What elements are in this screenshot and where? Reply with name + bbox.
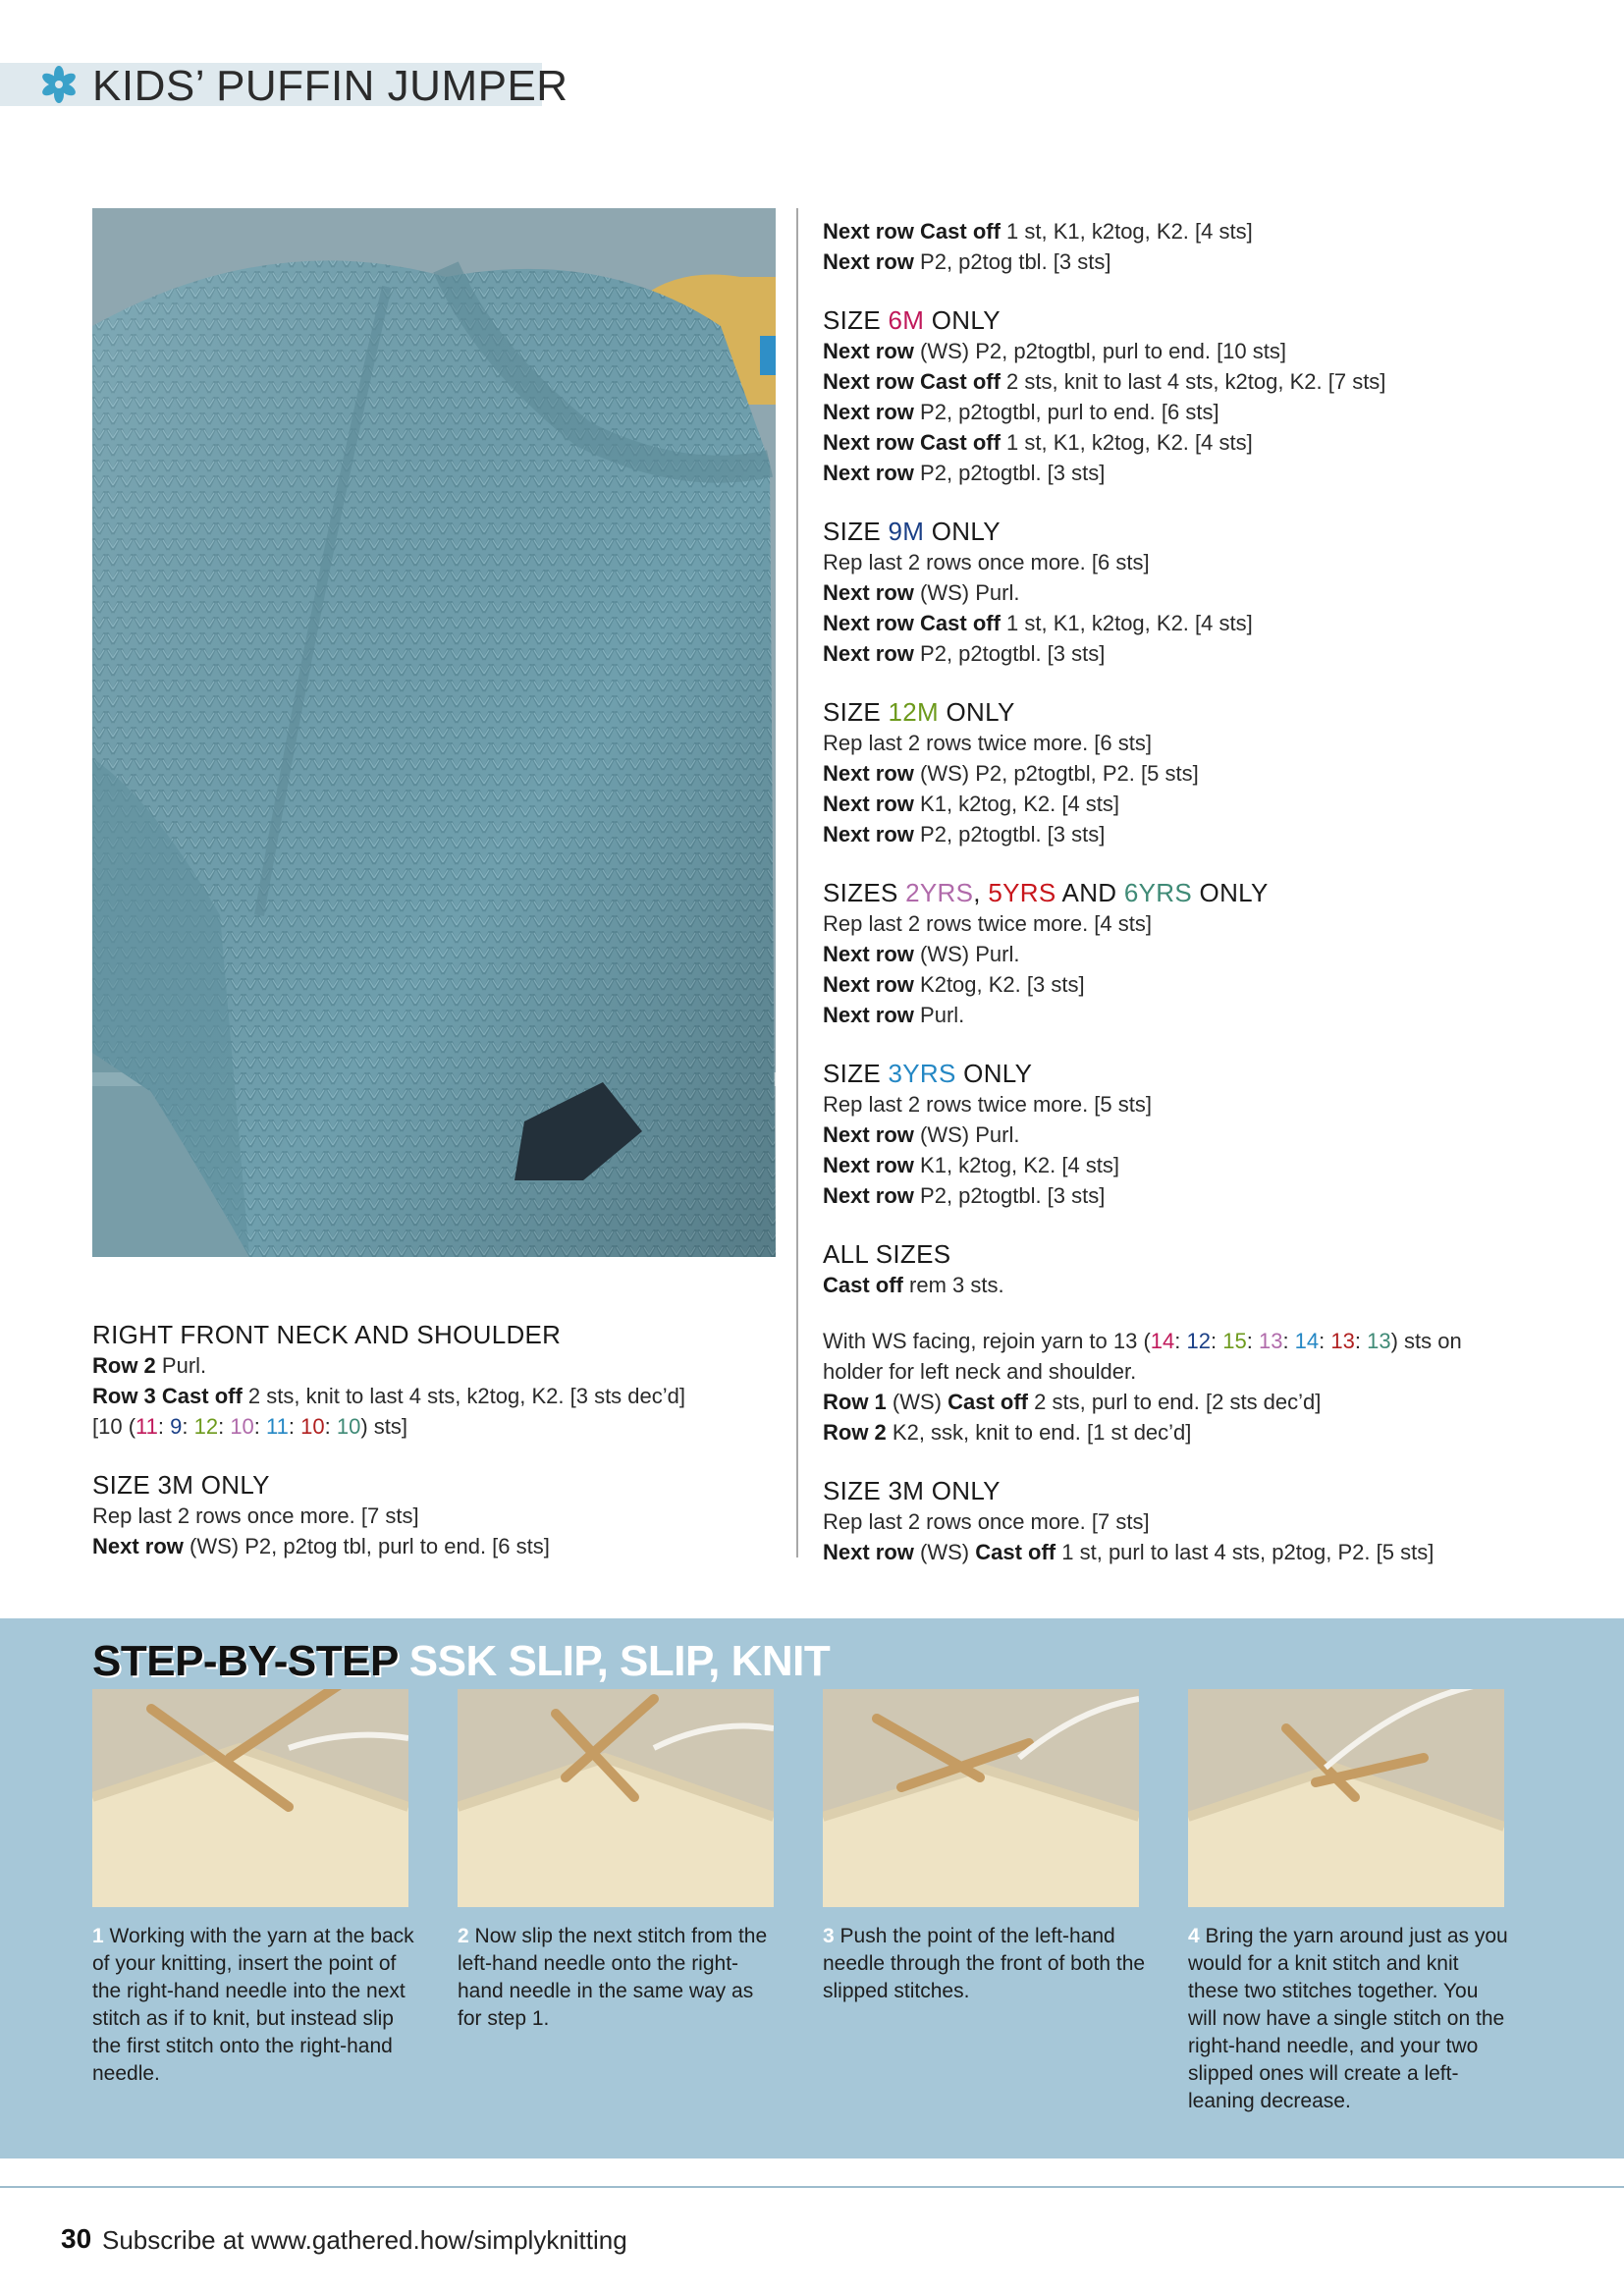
text-run: 9	[170, 1414, 183, 1439]
row-label: Next row	[823, 400, 914, 424]
row-label: Next row	[823, 942, 914, 966]
pattern-line	[823, 608, 1598, 638]
text-run: SIZE	[823, 305, 889, 335]
text-run: (WS) Purl.	[913, 942, 1020, 966]
pattern-line	[823, 458, 1598, 488]
row-label: Next row	[823, 761, 914, 786]
paragraph-gap	[823, 1030, 1598, 1059]
text-run: rem 3 sts.	[902, 1273, 1004, 1297]
step-number: 1	[92, 1925, 104, 1947]
page-title: KIDS’ PUFFIN JUMPER	[92, 62, 568, 110]
text-run: SIZES	[823, 878, 906, 907]
footer-rule	[0, 2186, 1624, 2188]
section-heading	[823, 1476, 1598, 1506]
text-run: 12	[193, 1414, 219, 1439]
text-run: :	[253, 1414, 267, 1439]
text-run: K1, k2tog, K2. [4 sts]	[913, 1153, 1120, 1177]
pattern-line	[823, 1387, 1598, 1417]
text-run: Rep last 2 rows once more. [7 sts]	[823, 1509, 1150, 1534]
row-label: Row 3 Cast off	[92, 1384, 243, 1408]
section-heading	[823, 305, 1598, 336]
pattern-line	[823, 1120, 1598, 1150]
row-label: Next row Cast off	[823, 219, 1001, 244]
text-run: Rep last 2 rows once more. [6 sts]	[823, 550, 1150, 574]
text-run: Rep last 2 rows twice more. [6 sts]	[823, 731, 1152, 755]
step-4-caption	[1188, 1923, 1508, 2115]
text-run: 1 st, purl to last 4 sts, p2tog, P2. [5 sts]	[1056, 1540, 1435, 1564]
text-run: :	[1354, 1329, 1368, 1353]
text-run: SIZE	[823, 697, 889, 727]
pattern-column-right-top	[823, 216, 1598, 1300]
section-heading	[823, 697, 1598, 728]
pattern-line	[823, 1506, 1598, 1537]
text-run: 1 st, K1, k2tog, K2. [4 sts]	[1000, 611, 1253, 635]
pattern-line	[92, 1531, 770, 1561]
text-run: ALL SIZES	[823, 1239, 951, 1269]
step-number: 2	[458, 1925, 469, 1947]
step-number: 3	[823, 1925, 835, 1947]
step-4-photo	[1188, 1689, 1504, 1907]
row-label: Next row	[823, 580, 914, 605]
text-run: 14	[1150, 1329, 1175, 1353]
paragraph-gap	[823, 1448, 1598, 1476]
text-run: (WS) P2, p2tog tbl, purl to end. [6 sts]	[183, 1534, 550, 1558]
text-run: ) sts]	[360, 1414, 407, 1439]
text-run: 11	[135, 1414, 158, 1439]
text-run: :	[1211, 1329, 1223, 1353]
text-run: :	[1282, 1329, 1295, 1353]
pattern-line	[823, 638, 1598, 669]
text-run: ,	[973, 878, 989, 907]
text-run: RIGHT FRONT NECK AND SHOULDER	[92, 1320, 562, 1349]
pattern-line	[823, 939, 1598, 969]
step-text: Now slip the next stitch from the left-hand needle onto the right-hand needle in the same way as for step 1.	[458, 1925, 768, 2030]
text-run: Purl.	[913, 1003, 965, 1027]
pattern-line	[823, 1150, 1598, 1180]
text-run: 11	[266, 1414, 289, 1439]
text-run: :	[157, 1414, 171, 1439]
text-run: K1, k2tog, K2. [4 sts]	[913, 792, 1120, 816]
step-number: 4	[1188, 1925, 1200, 1947]
row-label: Next row	[823, 1003, 914, 1027]
pattern-line	[823, 1000, 1598, 1030]
pattern-line	[92, 1411, 770, 1442]
text-run: K2, ssk, knit to end. [1 st dec’d]	[886, 1420, 1192, 1445]
flower-icon	[39, 65, 79, 104]
pattern-line	[823, 397, 1598, 427]
text-run: ONLY	[939, 697, 1015, 727]
row-label: Next row Cast off	[823, 369, 1001, 394]
step-text: Push the point of the left-hand needle through the front of both the slipped stitches.	[823, 1925, 1146, 2002]
pattern-line	[823, 246, 1598, 277]
pattern-line	[823, 216, 1598, 246]
section-heading	[92, 1470, 770, 1501]
text-run: 12	[1186, 1329, 1211, 1353]
text-run: 5YRS	[988, 878, 1056, 907]
text-run: :	[324, 1414, 337, 1439]
text-run: 6YRS	[1123, 878, 1193, 907]
column-divider	[796, 208, 798, 1557]
text-run: Rep last 2 rows once more. [7 sts]	[92, 1503, 419, 1528]
text-run: 13	[1330, 1329, 1355, 1353]
step-3-photo	[823, 1689, 1139, 1907]
row-label: Row 2	[823, 1420, 887, 1445]
text-run: (WS) P2, p2togtbl, P2. [5 sts]	[913, 761, 1199, 786]
section-heading	[823, 517, 1598, 547]
row-label: Next row	[823, 822, 914, 847]
pattern-line	[823, 969, 1598, 1000]
pattern-line	[823, 1270, 1598, 1300]
row-label: Cast off	[975, 1540, 1056, 1564]
text-run: P2, p2togtbl, purl to end. [6 sts]	[913, 400, 1219, 424]
section-heading	[823, 878, 1598, 908]
pattern-line	[823, 908, 1598, 939]
text-run: K2tog, K2. [3 sts]	[913, 972, 1085, 997]
step-by-step-title-dark: STEP-BY-STEP	[92, 1637, 399, 1685]
text-run: P2, p2togtbl. [3 sts]	[913, 1183, 1106, 1208]
section-heading	[823, 1239, 1598, 1270]
page-number: 30	[61, 2223, 92, 2254]
row-label: Next row	[823, 339, 914, 363]
paragraph-gap	[823, 277, 1598, 305]
text-run: 15	[1222, 1329, 1247, 1353]
row-label: Next row	[823, 1183, 914, 1208]
pattern-line	[823, 336, 1598, 366]
text-run: 10	[230, 1414, 254, 1439]
text-run: 1 st, K1, k2tog, K2. [4 sts]	[1000, 430, 1253, 455]
row-label: Next row	[92, 1534, 184, 1558]
text-run: 1 st, K1, k2tog, K2. [4 sts]	[1000, 219, 1253, 244]
pattern-line	[823, 1180, 1598, 1211]
step-2-caption	[458, 1923, 774, 2033]
pattern-line	[823, 1089, 1598, 1120]
text-run: P2, p2togtbl. [3 sts]	[913, 822, 1106, 847]
text-run: 13	[1258, 1329, 1283, 1353]
text-run: 13	[1367, 1329, 1391, 1353]
row-label: Row 1	[823, 1390, 887, 1414]
pattern-line	[823, 547, 1598, 577]
text-run: ONLY	[1192, 878, 1269, 907]
row-label: Next row	[823, 1540, 914, 1564]
text-run: holder for left neck and shoulder.	[823, 1359, 1137, 1384]
knitted-sweater-photo	[92, 208, 776, 1257]
row-label: Next row	[823, 461, 914, 485]
text-run: :	[1174, 1329, 1187, 1353]
text-run: (WS)	[886, 1390, 948, 1414]
paragraph-gap	[823, 488, 1598, 517]
text-run: :	[182, 1414, 194, 1439]
text-run: (WS) Purl.	[913, 580, 1020, 605]
text-run: 10	[336, 1414, 361, 1439]
text-run: 2YRS	[905, 878, 974, 907]
step-text: Bring the yarn around just as you would for a knit stitch and knit these two stitches together. You will now have a single stitch on the right-hand needle, and your two slipped ones will create a left-leaning decrease.	[1188, 1925, 1508, 2112]
pattern-line	[823, 1326, 1598, 1356]
row-label: Next row	[823, 972, 914, 997]
text-run: SIZE 3M ONLY	[92, 1470, 270, 1500]
paragraph-gap	[823, 669, 1598, 697]
text-run: :	[1319, 1329, 1331, 1353]
step-1-photo	[92, 1689, 408, 1907]
row-label: Next row Cast off	[823, 430, 1001, 455]
text-run: :	[288, 1414, 301, 1439]
pattern-column-left	[92, 1320, 770, 1561]
text-run: ONLY	[955, 1059, 1033, 1088]
pattern-line	[823, 728, 1598, 758]
paragraph-gap	[823, 1211, 1598, 1239]
text-run: [10 (	[92, 1414, 136, 1439]
pattern-column-right-bottom	[823, 1326, 1598, 1567]
subscribe-link[interactable]: Subscribe at www.gathered.how/simplyknitting	[102, 2225, 627, 2255]
pattern-line	[823, 577, 1598, 608]
pattern-line	[823, 427, 1598, 458]
text-run: SIZE	[823, 1059, 889, 1088]
text-run: 2 sts, knit to last 4 sts, k2tog, K2. [3 sts dec’d]	[242, 1384, 686, 1408]
pattern-line	[823, 819, 1598, 849]
text-run: ) sts on	[1390, 1329, 1462, 1353]
text-run: P2, p2togtbl. [3 sts]	[913, 461, 1106, 485]
step-1-caption	[92, 1923, 416, 2088]
row-label: Next row Cast off	[823, 611, 1001, 635]
text-run: Purl.	[155, 1353, 207, 1378]
text-run: (WS) P2, p2togtbl, purl to end. [10 sts]	[913, 339, 1286, 363]
text-run: 2 sts, knit to last 4 sts, k2tog, K2. [7 sts]	[1000, 369, 1386, 394]
text-run: With WS facing, rejoin yarn to 13 (	[823, 1329, 1151, 1353]
section-heading	[92, 1320, 770, 1350]
text-run: (WS)	[913, 1540, 976, 1564]
text-run: ONLY	[924, 305, 1001, 335]
row-label: Cast off	[823, 1273, 903, 1297]
text-run: SIZE 3M ONLY	[823, 1476, 1001, 1505]
step-text: Working with the yarn at the back of your knitting, insert the point of the right-hand needle into the next stitch as if to knit, but instead slip the first stitch onto the right-hand needle.	[92, 1925, 414, 2085]
text-run: 12M	[888, 697, 939, 727]
text-run: (WS) Purl.	[913, 1122, 1020, 1147]
text-run: 3YRS	[888, 1059, 956, 1088]
step-by-step-title-light: SSK SLIP, SLIP, KNIT	[398, 1637, 831, 1685]
text-run: AND	[1056, 878, 1124, 907]
section-heading	[823, 1059, 1598, 1089]
text-run: 2 sts, purl to end. [2 sts dec’d]	[1028, 1390, 1322, 1414]
text-run: :	[1246, 1329, 1259, 1353]
text-run: Rep last 2 rows twice more. [4 sts]	[823, 911, 1152, 936]
pattern-line	[823, 1417, 1598, 1448]
text-run: 10	[300, 1414, 325, 1439]
text-run: ONLY	[924, 517, 1001, 546]
step-3-caption	[823, 1923, 1147, 2005]
row-label: Row 2	[92, 1353, 156, 1378]
text-run: :	[218, 1414, 231, 1439]
pattern-line	[92, 1350, 770, 1381]
row-label: Next row	[823, 1153, 914, 1177]
row-label: Next row	[823, 792, 914, 816]
text-run: 6M	[888, 305, 925, 335]
pattern-line	[823, 758, 1598, 789]
row-label: Next row	[823, 641, 914, 666]
text-run: SIZE	[823, 517, 889, 546]
pattern-line	[92, 1381, 770, 1411]
text-run: 14	[1294, 1329, 1320, 1353]
row-label: Next row	[823, 249, 914, 274]
text-run: Rep last 2 rows twice more. [5 sts]	[823, 1092, 1152, 1117]
text-run: P2, p2togtbl. [3 sts]	[913, 641, 1106, 666]
step-by-step-title	[92, 1634, 830, 1689]
pattern-line	[92, 1501, 770, 1531]
paragraph-gap	[823, 849, 1598, 878]
row-label: Next row	[823, 1122, 914, 1147]
pattern-line	[823, 1356, 1598, 1387]
row-label: Cast off	[947, 1390, 1029, 1414]
text-run: P2, p2tog tbl. [3 sts]	[913, 249, 1111, 274]
paragraph-gap	[92, 1442, 770, 1470]
text-run: 9M	[888, 517, 925, 546]
pattern-line	[823, 366, 1598, 397]
step-2-photo	[458, 1689, 774, 1907]
pattern-line	[823, 789, 1598, 819]
pattern-line	[823, 1537, 1598, 1567]
